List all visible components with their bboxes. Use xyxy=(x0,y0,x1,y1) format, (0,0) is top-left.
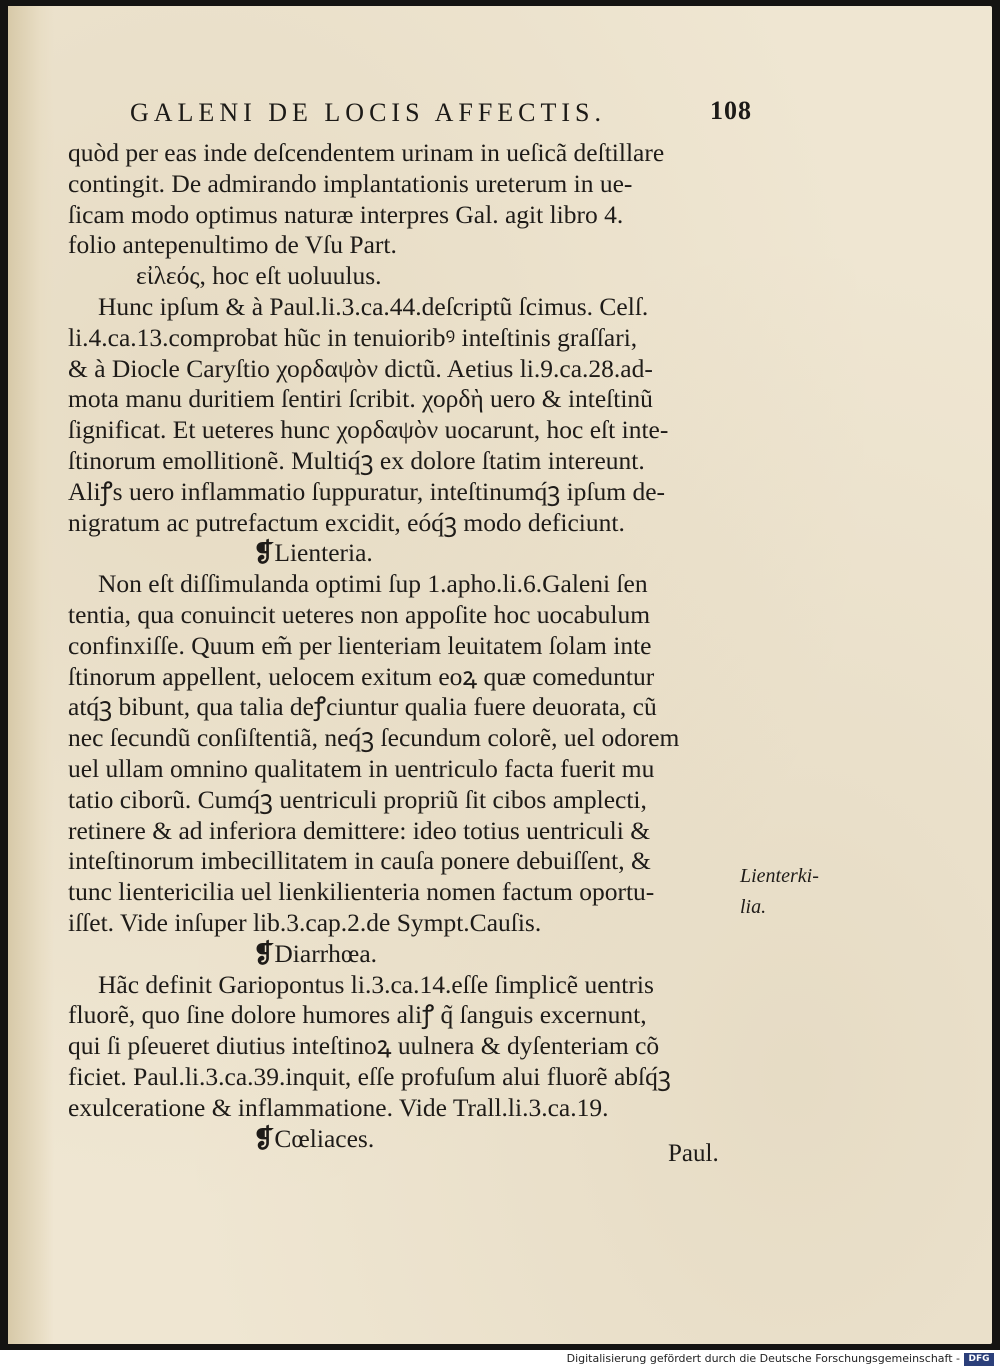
text-line xyxy=(68,261,748,292)
text-line-content: tentia, qua conuincit ueteres non appoſite hoc uocabulum xyxy=(68,599,651,629)
text-line-content: exulceratione & inflammatione. Vide Trall.li.3.ca.19. xyxy=(68,1092,609,1122)
margin-note-line: Lienterki- xyxy=(740,865,819,887)
text-line-content: uel ullam omnino qualitatem in uentriculo facta fuerit mu xyxy=(68,753,655,783)
text-line-content: mota manu duritiem ſentiri ſcribit. χορδὴ uero & inteſtinũ xyxy=(68,384,653,414)
text-line-content: fluorẽ, quo ſine dolore humores aliꝭ q̃ ſanguis excernunt, xyxy=(68,1000,647,1030)
text-line xyxy=(68,1000,748,1031)
text-line xyxy=(68,446,748,477)
text-line xyxy=(68,415,748,446)
text-line-content: ficiet. Paul.li.3.ca.39.inquit, eſſe profuſum alui fluorẽ abſq́ꝫ xyxy=(68,1061,671,1091)
page-number: 108 xyxy=(710,96,752,125)
text-line-content: Cœliaces. xyxy=(274,1123,375,1153)
text-line-content: folio antepenultimo de Vſu Part. xyxy=(68,230,397,260)
section-heading xyxy=(68,538,748,569)
text-line-content: quòd per eas inde deſcendentem urinam in ueſicã deſtillare xyxy=(68,138,665,167)
text-line-content: tunc lientericilia uel lienkilienteria nomen factum oportu- xyxy=(68,877,655,907)
text-line-content: ſicam modo optimus naturæ interpres Gal. agit libro 4. xyxy=(68,199,624,229)
text-line xyxy=(68,754,748,785)
paragraph-mark-icon: ❡ xyxy=(253,938,275,968)
text-line xyxy=(68,292,748,323)
text-line-content: confinxiſſe. Quum em̃ per lienteriam leuitatem ſolam inte xyxy=(68,630,652,660)
paragraph-mark-icon: ❡ xyxy=(253,538,275,568)
text-line-content: & à Diocle Caryſtio χορδαψὸν dictũ. Aetius li.9.ca.28.ad- xyxy=(68,353,653,383)
text-line-content: Lienteria. xyxy=(274,538,373,568)
text-line-content: nigratum ac putrefactum excidit, eóq́ꝫ modo deficiunt. xyxy=(68,507,625,537)
text-line xyxy=(68,230,748,261)
text-line-content: Hunc ipſum & à Paul.li.3.ca.44.deſcriptũ ſcimus. Celſ. xyxy=(98,291,649,321)
text-line xyxy=(68,477,748,508)
dfg-logo: DFG xyxy=(964,1353,994,1366)
text-line-content: Non eſt diſſimulanda optimi ſup 1.apho.li.6.Galeni ſen xyxy=(98,569,648,599)
text-line-content: Hãc definit Gariopontus li.3.ca.14.eſſe ſimplicẽ uentris xyxy=(98,969,654,999)
text-line xyxy=(68,1031,748,1062)
text-line xyxy=(68,508,748,539)
catchword: Paul. xyxy=(668,1140,719,1167)
main-text-block xyxy=(68,138,748,1154)
text-line xyxy=(68,569,748,600)
text-line-content: ſtinorum appellent, uelocem exitum eoꝝ quæ comeduntur xyxy=(68,661,655,691)
text-line xyxy=(68,631,748,662)
text-line xyxy=(68,200,748,231)
footer-bar xyxy=(0,1350,1000,1370)
text-line xyxy=(68,877,748,908)
text-line-content: tatio ciborũ. Cumq́ꝫ uentriculi propriũ ſit cibos amplecti, xyxy=(68,784,647,814)
text-line xyxy=(68,138,748,169)
text-line xyxy=(68,723,748,754)
text-line-content: iſſet. Vide inſuper lib.3.cap.2.de Sympt.Cauſis. xyxy=(68,907,542,937)
text-line xyxy=(68,692,748,723)
running-header xyxy=(130,98,770,138)
text-line-content: nec ſecundũ conſiſtentiã, neq́ꝫ ſecundum colorẽ, uel odorem xyxy=(68,723,680,753)
text-line-content: qui ſi pſeueret diutius inteſtinoꝝ uulnera & dyſenteriam cõ xyxy=(68,1031,660,1061)
text-line xyxy=(68,1062,748,1093)
section-heading xyxy=(68,1124,748,1155)
digitization-credit: Digitalisierung gefördert durch die Deutsche Forschungsgemeinschaft - xyxy=(566,1352,960,1365)
text-line-content: li.4.ca.13.comprobat hũc in tenuioribꝰ inteſtinis graſſari, xyxy=(68,322,638,352)
text-line xyxy=(68,1093,748,1124)
text-line xyxy=(68,970,748,1001)
margin-note-line: lia. xyxy=(740,896,767,918)
paragraph-mark-icon: ❡ xyxy=(253,1123,275,1153)
text-line xyxy=(68,384,748,415)
text-line xyxy=(68,846,748,877)
page-gutter-shadow xyxy=(8,6,54,1344)
running-title: GALENI DE LOCIS AFFECTIS. xyxy=(130,98,607,127)
text-line-content: ſtinorum emollitionẽ. Multiq́ꝫ ex dolore ſtatim intereunt. xyxy=(68,445,645,475)
text-line-content: contingit. De admirando implantationis ureterum in ue- xyxy=(68,168,633,198)
text-line-content: Aliꝭs uero inflammatio ſuppuratur, inteſtinumq́ꝫ ipſum de- xyxy=(68,476,666,506)
text-line xyxy=(68,908,748,939)
text-line xyxy=(68,662,748,693)
text-line xyxy=(68,354,748,385)
text-line-content: ſignificat. Et ueteres hunc χορδαψὸν uocarunt, hoc eſt inte- xyxy=(68,415,669,445)
text-line-content: retinere & ad inferiora demittere: ideo totius uentriculi & xyxy=(68,815,651,845)
text-line-content: Diarrhœa. xyxy=(274,938,378,968)
margin-note xyxy=(740,861,820,923)
text-line xyxy=(68,323,748,354)
text-line-content: atq́ꝫ bibunt, qua talia deꝭciuntur qualia fuere deuorata, cũ xyxy=(68,692,657,722)
section-heading xyxy=(68,939,748,970)
text-line xyxy=(68,169,748,200)
text-line-content: inteſtinorum imbecillitatem in cauſa ponere debuiſſent, & xyxy=(68,846,651,876)
text-line xyxy=(68,816,748,847)
text-line-content: εἰλεός, hoc eſt uoluulus. xyxy=(136,261,382,291)
text-line xyxy=(68,600,748,631)
text-line xyxy=(68,785,748,816)
